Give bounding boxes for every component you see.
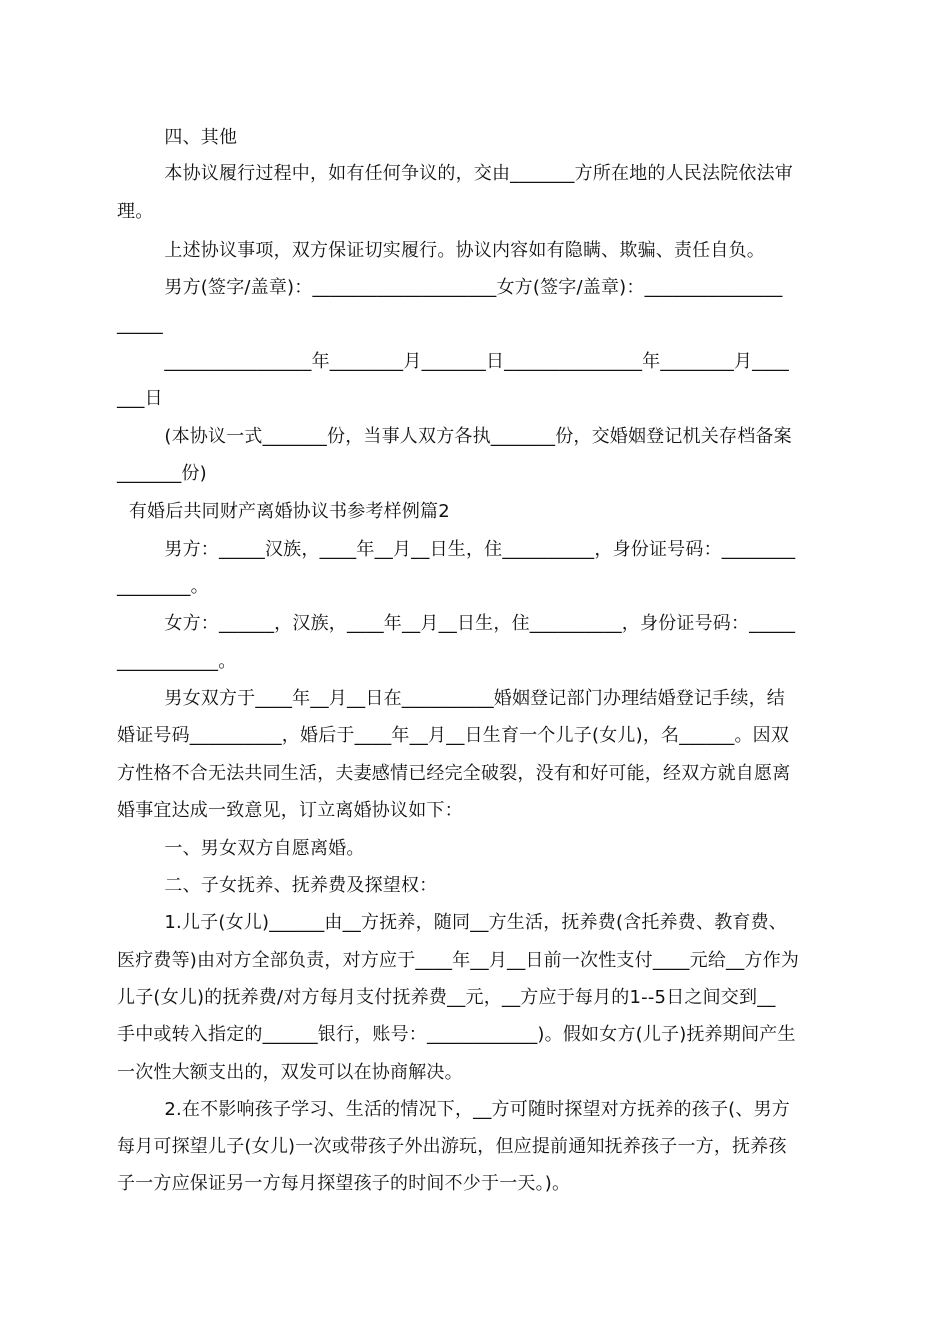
- paragraph-line: 1.儿子(女儿)______由__方抚养，随同__方生活，抚养费(含托养费、教育费、: [117, 912, 788, 933]
- paragraph-line: 方性格不合无法共同生活，夫妻感情已经完全破裂，没有和好可能，经双方就自愿离: [117, 763, 791, 784]
- paragraph-line: _______份): [117, 463, 207, 484]
- signature-line: _____: [117, 314, 163, 335]
- paragraph-line: 本协议履行过程中，如有任何争议的，交由_______方所在地的人民法院依法审: [117, 163, 793, 184]
- paragraph-line: 理。: [117, 201, 154, 222]
- paragraph-line: 2.在不影响孩子学习、生活的情况下，__方可随时探望对方抚养的孩子(、男方: [117, 1099, 790, 1120]
- paragraph-line: 婚事宜达成一致意见，订立离婚协议如下：: [117, 800, 463, 821]
- paragraph-line: 医疗费等)由对方全部负责，对方应于____年__月__日前一次性支付____元给__方作为: [117, 950, 800, 971]
- date-line: ________________年________月_______日_______________年________月____: [117, 351, 789, 372]
- paragraph-line: ________。: [117, 576, 209, 597]
- paragraph-line: ___________。: [117, 651, 237, 672]
- paragraph-line: (本协议一式_______份，当事人双方各执_______份，交婚姻登记机关存档备案: [117, 426, 792, 447]
- paragraph-line: 手中或转入指定的______银行，账号：____________)。假如女方(儿子)抚养期间产生: [117, 1024, 796, 1045]
- paragraph-line: 一次性大额支出的，双发可以在协商解决。: [117, 1062, 463, 1083]
- paragraph-line: 子一方应保证另一方每月探望孩子的时间不少于一天。)。: [117, 1173, 571, 1194]
- paragraph-line: 儿子(女儿)的抚养费/对方每月支付抚养费__元，__方应于每月的1--5日之间交到__: [117, 987, 776, 1008]
- paragraph-line: 上述协议事项，双方保证切实履行。协议内容如有隐瞒、欺骗、责任自负。: [117, 240, 765, 261]
- signature-line: 男方(签字/盖章)：____________________女方(签字/盖章)：_______________: [117, 277, 783, 298]
- paragraph-line: 女方：______，汉族，____年__月__日生，住__________，身份证号码：_____: [117, 613, 796, 634]
- paragraph-line: 男女双方于____年__月__日在__________婚姻登记部门办理结婚登记手续，结: [117, 688, 785, 709]
- paragraph-line: 二、子女抚养、抚养费及探望权：: [117, 875, 438, 896]
- paragraph-line: 每月可探望儿子(女儿)一次或带孩子外出游玩，但应提前通知抚养孩子一方，抚养孩: [117, 1136, 787, 1157]
- section-title: 有婚后共同财产离婚协议书参考样例篇2: [117, 501, 450, 522]
- section-heading-other: 四、其他: [117, 127, 238, 148]
- paragraph-line: 男方：_____汉族，____年__月__日生，住__________，身份证号码：________: [117, 539, 796, 560]
- date-line: ___日: [117, 388, 163, 409]
- paragraph-line: 一、男女双方自愿离婚。: [117, 838, 365, 859]
- paragraph-line: 婚证号码__________，婚后于____年__月__日生育一个儿子(女儿)，名______。因双: [117, 725, 790, 746]
